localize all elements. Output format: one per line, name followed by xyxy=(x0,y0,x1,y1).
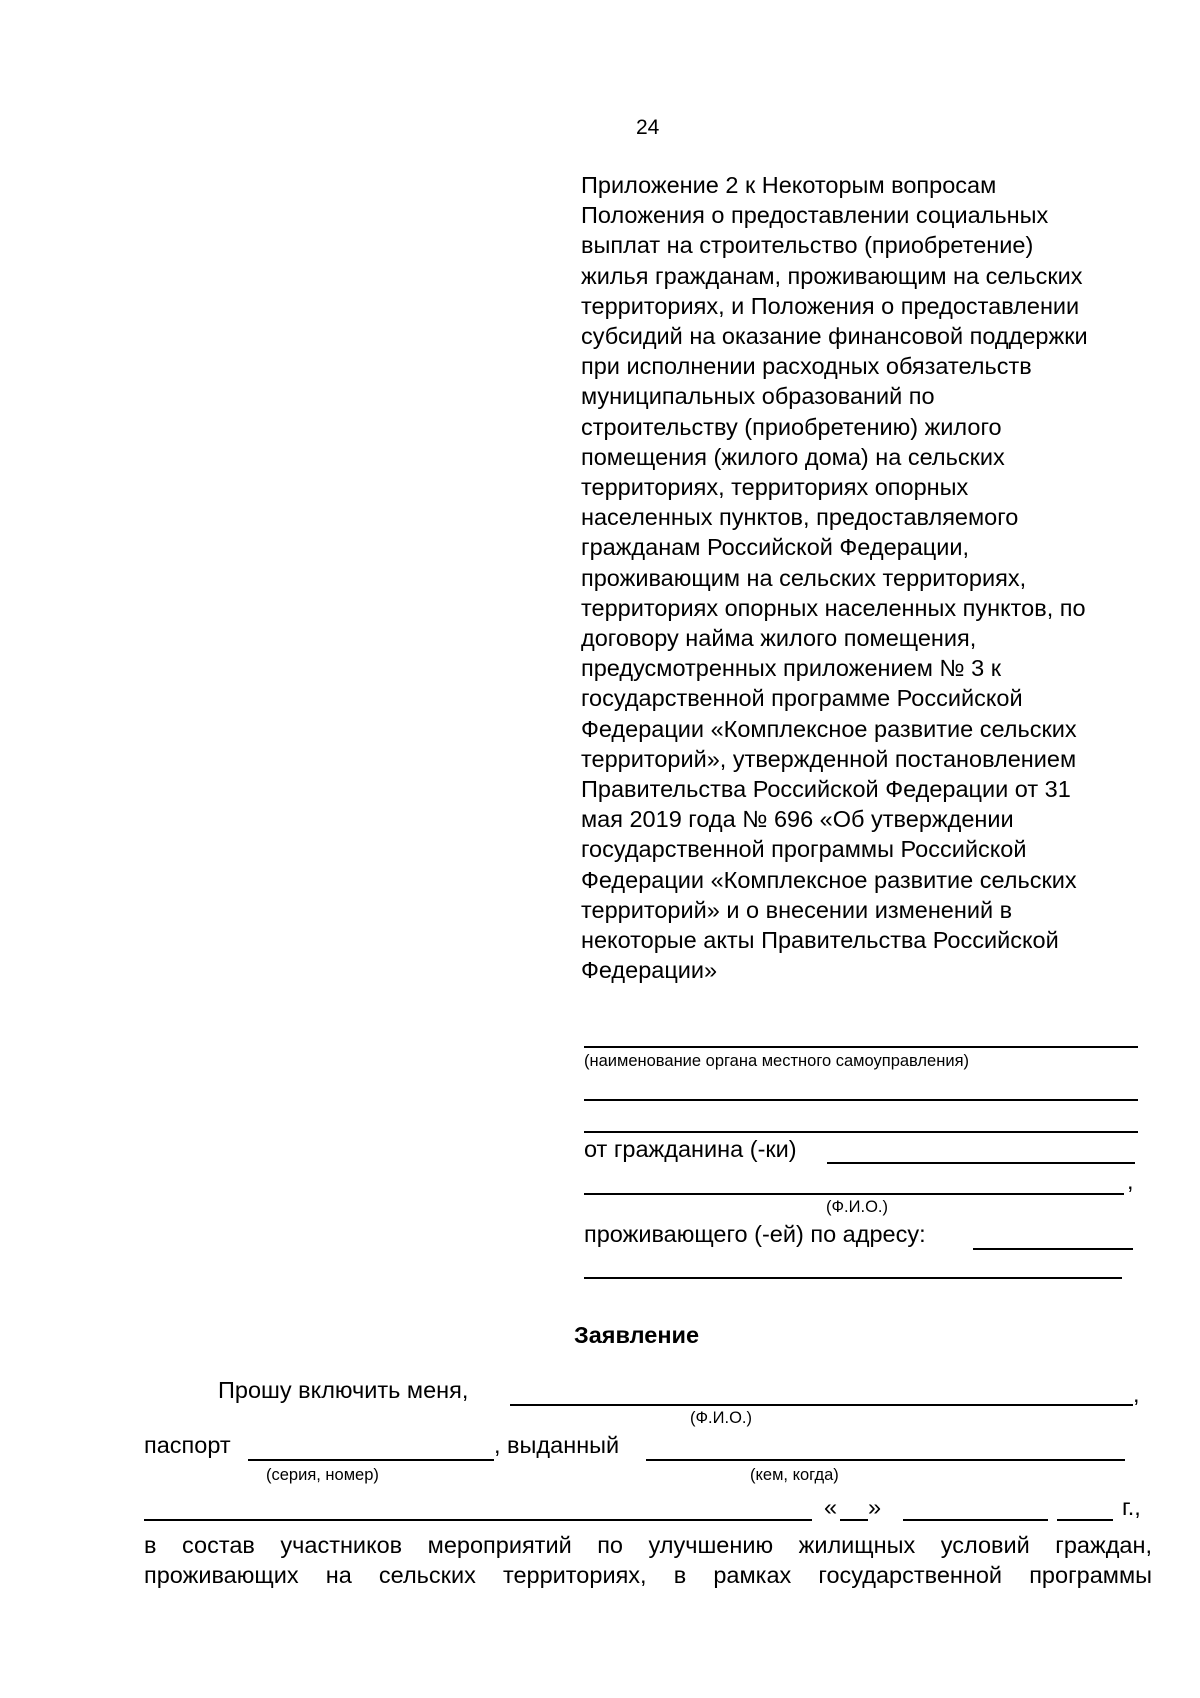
issue-year-field[interactable] xyxy=(1057,1519,1113,1521)
page-number: 24 xyxy=(636,116,660,139)
appendix-line: при исполнении расходных обязательств xyxy=(581,353,1032,380)
from-citizen-label: от гражданина (-ки) xyxy=(584,1136,797,1162)
applicant-name-field[interactable] xyxy=(827,1162,1135,1164)
passport-issuer-field-line-2[interactable] xyxy=(144,1519,812,1521)
issue-day-field[interactable] xyxy=(840,1519,868,1521)
appendix-line: субсидий на оказание финансовой поддержки xyxy=(581,323,1088,350)
fio-caption: (Ф.И.О.) xyxy=(826,1198,888,1216)
appendix-line: Приложение 2 к Некоторым вопросам xyxy=(581,172,997,198)
appendix-line: помещения (жилого дома) на сельских xyxy=(581,443,1005,470)
appendix-line: государственной программе Российской xyxy=(581,685,1023,712)
appendix-line: предусмотренных приложением № 3 к xyxy=(581,655,1002,682)
appendix-line: жилья гражданам, проживающим на сельских xyxy=(581,262,1083,289)
appendix-heading xyxy=(581,170,1088,985)
issued-label: , выданный xyxy=(494,1432,620,1458)
appendix-line: договору найма жилого помещения, xyxy=(581,625,977,652)
passport-series-number-field[interactable] xyxy=(248,1459,494,1461)
appendix-line: Правительства Российской Федерации от 31 xyxy=(581,776,1071,803)
appendix-line: территорий», утвержденной постановлением xyxy=(581,745,1077,772)
appendix-line: проживающим на сельских территориях, xyxy=(581,564,1027,591)
authority-name-field-line-3[interactable] xyxy=(584,1131,1138,1133)
applicant-name-field-line-2[interactable] xyxy=(584,1193,1124,1195)
authority-name-field[interactable] xyxy=(584,1046,1138,1048)
fio-caption: (Ф.И.О.) xyxy=(690,1409,752,1427)
passport-issuer-field[interactable] xyxy=(646,1459,1125,1461)
issue-month-field[interactable] xyxy=(903,1519,1048,1521)
appendix-line: территориях, и Положения о предоставлении xyxy=(581,292,1080,319)
authority-name-field-line-2[interactable] xyxy=(584,1099,1138,1101)
appendix-line: Положения о предоставлении социальных xyxy=(581,202,1049,229)
quote-close: » xyxy=(868,1494,882,1520)
appendix-line: мая 2019 года № 696 «Об утверждении xyxy=(581,806,1014,833)
address-label: проживающего (-ей) по адресу: xyxy=(584,1221,926,1247)
appendix-line: Федерации» xyxy=(581,957,718,984)
address-field[interactable] xyxy=(973,1248,1133,1250)
appendix-line: населенных пунктов, предоставляемого xyxy=(581,504,1019,531)
request-label: Прошу включить меня, xyxy=(218,1377,469,1403)
appendix-line: гражданам Российской Федерации, xyxy=(581,534,970,561)
appendix-line: строительству (приобретению) жилого xyxy=(581,413,1002,440)
appendix-line: государственной программы Российской xyxy=(581,836,1027,863)
appendix-line: некоторые акты Правительства Российской xyxy=(581,927,1059,954)
issuer-caption: (кем, когда) xyxy=(750,1466,839,1484)
comma: , xyxy=(1127,1168,1134,1194)
authority-caption: (наименование органа местного самоуправления) xyxy=(584,1052,969,1070)
appendix-line: территориях опорных населенных пунктов, по xyxy=(581,594,1086,621)
statement-body-line: в состав участников мероприятий по улучшению жилищных условий граждан, xyxy=(144,1532,1152,1558)
appendix-line: муниципальных образований по xyxy=(581,383,935,410)
series-caption: (серия, номер) xyxy=(266,1466,379,1484)
applicant-fullname-field[interactable] xyxy=(510,1404,1133,1406)
year-suffix: г., xyxy=(1122,1494,1141,1520)
appendix-line: Федерации «Комплексное развитие сельских xyxy=(581,715,1077,742)
appendix-line: Федерации «Комплексное развитие сельских xyxy=(581,866,1077,893)
statement-title: Заявление xyxy=(574,1322,700,1348)
quote-open: « xyxy=(824,1494,838,1520)
appendix-line: территорий» и о внесении изменений в xyxy=(581,896,1013,923)
address-field-line-2[interactable] xyxy=(584,1277,1122,1279)
statement-body-line: проживающих на сельских территориях, в рамках государственной программы xyxy=(144,1562,1152,1588)
appendix-line: территориях, территориях опорных xyxy=(581,474,969,501)
passport-label: паспорт xyxy=(144,1432,231,1458)
appendix-line: выплат на строительство (приобретение) xyxy=(581,232,1034,259)
comma: , xyxy=(1133,1381,1140,1407)
